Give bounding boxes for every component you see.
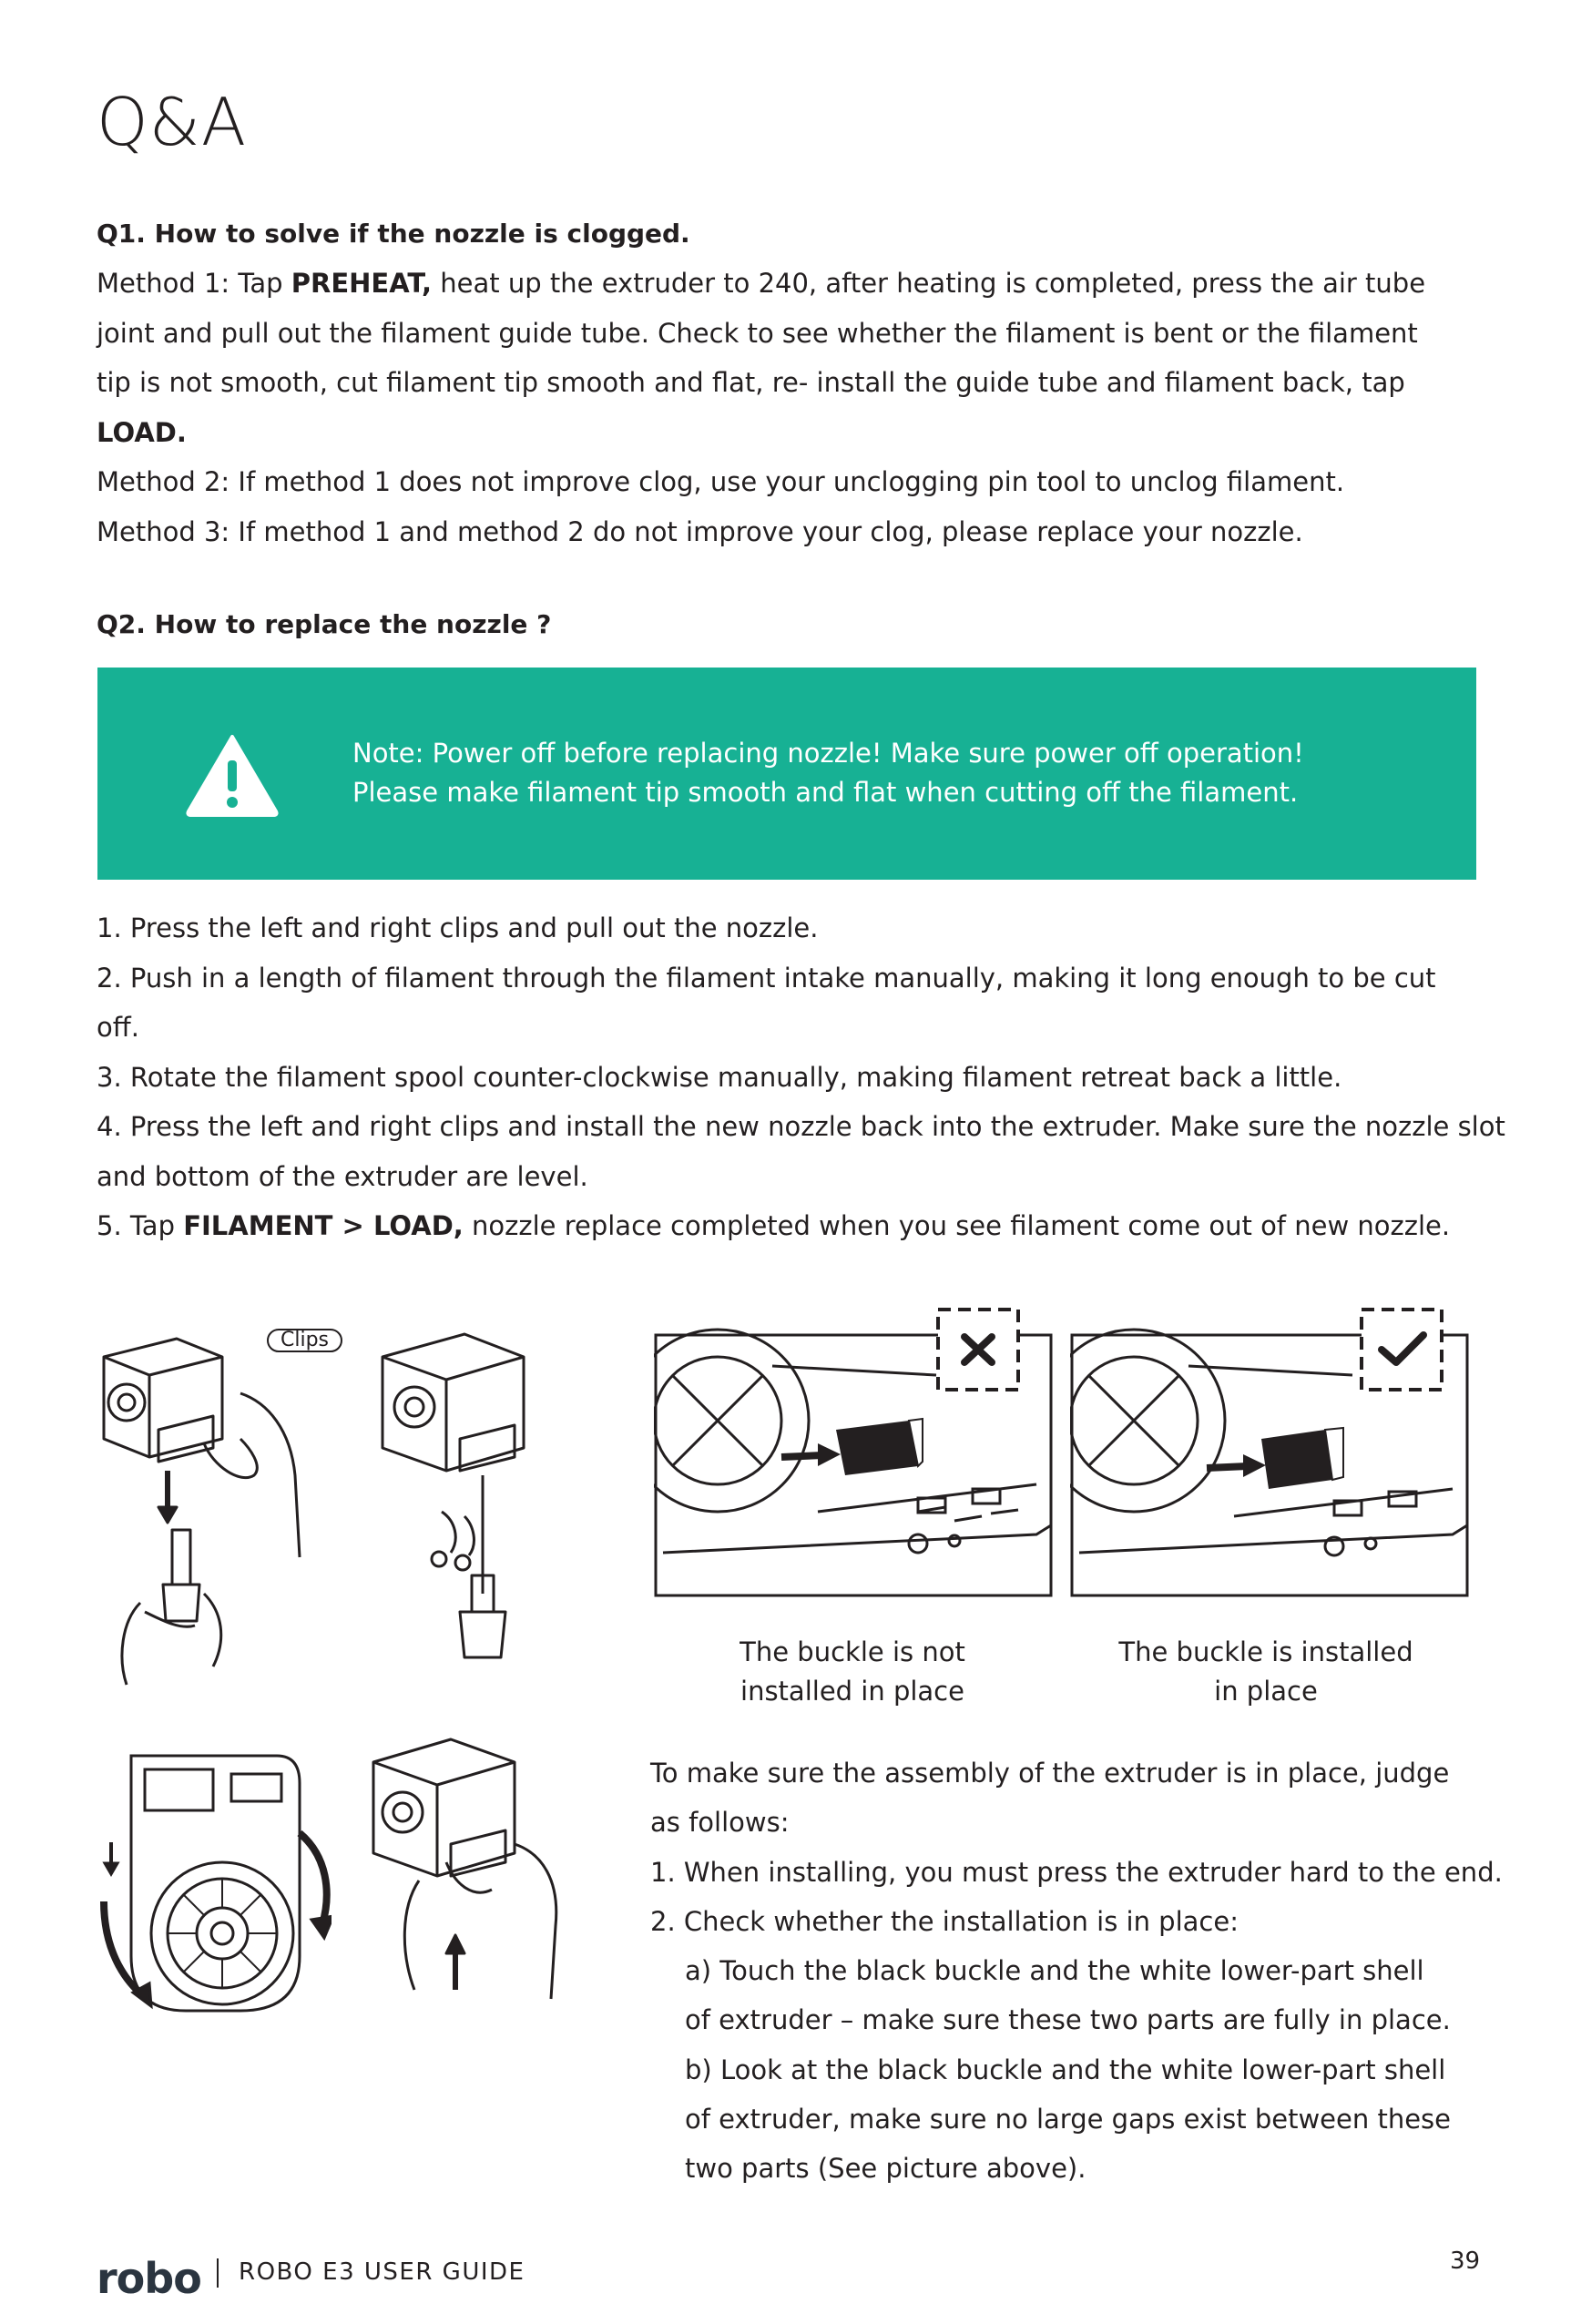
caption-in-place-line1: The buckle is installed — [1118, 1636, 1413, 1667]
install-nozzle-illustration — [364, 1726, 569, 2031]
spool-rotation-illustration — [95, 1747, 332, 2020]
q1-method1-line4: LOAD. — [97, 416, 187, 448]
q1-method1-line2: joint and pull out the filament guide tube. Check to see whether the filament is bent or the filament — [97, 317, 1418, 349]
note-line-1: Note: Power off before replacing nozzle! Make sure power off operation! — [352, 738, 1304, 769]
step-4a: 4. Press the left and right clips and install the new nozzle back into the extruder. Make sure the nozzle slot — [97, 1111, 1505, 1142]
assembly-line-4: 2. Check whether the installation is in place: — [650, 1905, 1239, 1937]
q2-steps — [97, 903, 1554, 1251]
step-5: 5. Tap FILAMENT > LOAD, nozzle replace completed when you see filament come out of new nozzle. — [97, 1210, 1451, 1241]
page-title: Q&A — [97, 84, 248, 160]
footer-divider — [217, 2258, 219, 2288]
buckle-in-place-illustration — [1070, 1302, 1471, 1598]
cut-filament-illustration — [373, 1320, 556, 1671]
q1-body — [97, 259, 1554, 556]
remove-nozzle-illustration — [95, 1320, 322, 1689]
caption-in-place — [1075, 1633, 1457, 1711]
assembly-line-1: To make sure the assembly of the extruder is in place, judge — [650, 1758, 1450, 1789]
caption-not-in-place-line1: The buckle is not — [740, 1636, 965, 1667]
q1-method1-line1: Method 1: Tap PREHEAT, heat up the extruder to 240, after heating is completed, press the air tube — [97, 268, 1426, 299]
step-3: 3. Rotate the filament spool counter-clockwise manually, making filament retreat back a little. — [97, 1061, 1342, 1093]
assembly-line-9: two parts (See picture above). — [685, 2153, 1086, 2185]
assembly-line-7: b) Look at the black buckle and the white lower-part shell — [685, 2054, 1446, 2085]
step-1: 1. Press the left and right clips and pull out the nozzle. — [97, 912, 819, 943]
clips-label: Clips — [280, 1329, 329, 1351]
assembly-line-2: as follows: — [650, 1807, 790, 1839]
caption-in-place-line2: in place — [1214, 1676, 1318, 1707]
assembly-check-text — [650, 1748, 1552, 2194]
warning-icon — [185, 733, 280, 817]
assembly-line-3: 1. When installing, you must press the extruder hard to the end. — [650, 1856, 1503, 1888]
page-number: 39 — [1450, 2248, 1481, 2275]
q1-method1-line3: tip is not smooth, cut filament tip smooth and flat, re- install the guide tube and filament back, tap — [97, 367, 1405, 398]
caption-not-in-place-line2: installed in place — [740, 1676, 964, 1707]
caption-not-in-place — [661, 1633, 1044, 1711]
assembly-line-5: a) Touch the black buckle and the white lower-part shell — [685, 1955, 1424, 1987]
note-text — [352, 734, 1304, 812]
step-4b: and bottom of the extruder are level. — [97, 1160, 588, 1192]
step-2a: 2. Push in a length of filament through the filament intake manually, making it long enough to be cut — [97, 962, 1436, 994]
q1-method2: Method 2: If method 1 does not improve clog, use your unclogging pin tool to unclog filament. — [97, 466, 1345, 497]
assembly-line-8: of extruder, make sure no large gaps exist between these — [685, 2104, 1451, 2135]
footer-guide-title: ROBO E3 USER GUIDE — [239, 2258, 525, 2286]
q1-method3: Method 3: If method 1 and method 2 do not improve your clog, please replace your nozzle. — [97, 515, 1303, 547]
q2-heading: Q2. How to replace the nozzle ? — [97, 609, 552, 639]
robo-logo: robo — [97, 2254, 201, 2303]
note-line-2: Please make filament tip smooth and flat when cutting off the filament. — [352, 777, 1299, 808]
step-2b: off. — [97, 1012, 139, 1043]
buckle-not-in-place-illustration — [654, 1302, 1055, 1598]
q1-heading: Q1. How to solve if the nozzle is clogged. — [97, 219, 690, 249]
assembly-line-6: of extruder – make sure these two parts are fully in place. — [685, 2004, 1451, 2036]
